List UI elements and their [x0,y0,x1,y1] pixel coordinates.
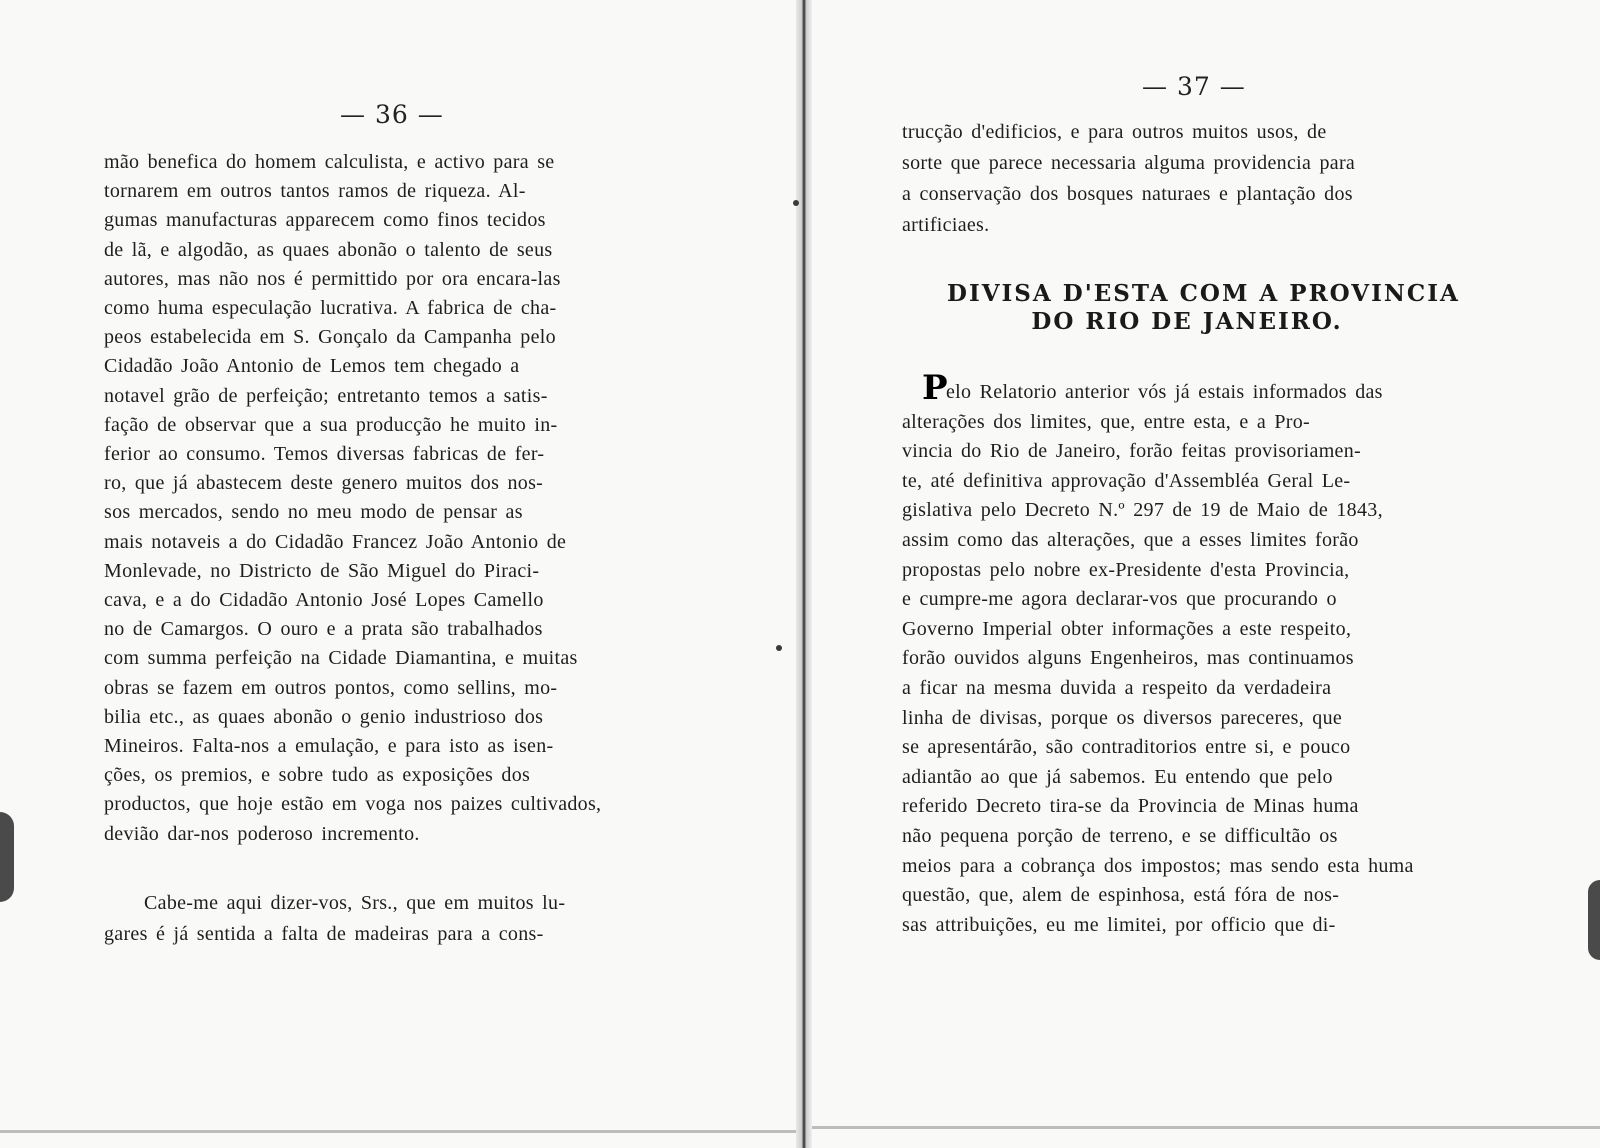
page-bottom-edge [0,1130,796,1133]
page-bottom-edge [812,1126,1600,1129]
text-line: referido Decreto tira-se da Provincia de Minas huma [902,795,1359,818]
text-line: Cidadão João Antonio de Lemos tem chegado a [104,355,520,378]
text-line: trucção d'edificios, e para outros muitos usos, de [902,121,1327,143]
text-line: forão ouvidos alguns Engenheiros, mas continuamos [902,647,1354,670]
left-page-edge-mark [0,812,14,902]
text-line: no de Camargos. O ouro e a prata são trabalhados [104,618,543,641]
drop-cap-letter: P [922,368,948,408]
text-line: devião dar-nos poderoso incremento. [104,822,420,845]
text-line: questão, que, alem de espinhosa, está fóra de nos- [902,884,1340,907]
text-line: sas attribuições, eu me limitei, por officio que di- [902,913,1336,936]
text-line: propostas pelo nobre ex-Presidente d'esta Provincia, [902,558,1350,581]
text-line: Mineiros. Falta-nos a emulação, e para isto as isen- [104,735,554,757]
text-line: notavel grão de perfeição; entretanto temos a satis- [104,384,548,407]
text-line: como huma especulação lucrativa. A fabrica de cha- [104,297,557,319]
left-page [0,0,796,1148]
right-page-text-body [902,0,1502,1148]
text-line: cava, e a do Cidadão Antonio José Lopes Camello [104,589,544,611]
text-line: sos mercados, sendo no meu modo de pensar as [104,501,523,524]
left-page-text [104,0,684,1148]
right-page [812,0,1600,1148]
text-line: tornarem em outros tantos ramos de riqueza. Al- [104,180,526,203]
text-line: obras se fazem em outros pontos, como sellins, mo- [104,676,558,699]
text-line: ções, os premios, e sobre tudo as exposições dos [104,764,531,787]
book-gutter [796,0,812,1148]
text-line: assim como das alterações, que a esses limites forão [902,529,1359,551]
text-line: linha de divisas, porque os diversos pareceres, que [902,706,1343,729]
binding-thread-mark [793,200,799,206]
text-line: adiantão ao que já sabemos. Eu entendo que pelo [902,765,1333,788]
text-line: com summa perfeição na Cidade Diamantina, e muitas [104,647,578,670]
text-line: vincia do Rio de Janeiro, forão feitas provisoriamen- [902,440,1361,463]
text-line: e cumpre-me agora declarar-vos que procurando o [902,588,1337,611]
binding-thread-mark [776,645,782,651]
left-page-number: — 36 — [340,100,444,129]
text-line: meios para a cobrança dos impostos; mas sendo esta huma [902,854,1414,877]
text-line: peos estabelecida em S. Gonçalo da Campanha pelo [104,326,556,349]
text-line: a ficar na mesma duvida a respeito da verdadeira [902,677,1332,699]
right-page-number: — 37 — [1142,72,1246,101]
text-line: gares é já sentida a falta de madeiras para a cons- [104,923,544,945]
text-line: ro, que já abastecem deste genero muitos dos nos- [104,472,544,495]
section-heading-line-2: DO RIO DE JANEIRO. [1031,308,1343,335]
text-line: productos, que hoje estão em voga nos paizes cultivados, [104,793,602,816]
text-line: gumas manufacturas apparecem como finos tecidos [104,209,546,232]
text-line: gislativa pelo Decreto N.º 297 de 19 de Maio de 1843, [902,499,1383,522]
text-line: mais notaveis a do Cidadão Francez João Antonio de [104,530,567,553]
text-line: Governo Imperial obter informações a este respeito, [902,617,1352,640]
right-page-edge-mark [1588,880,1600,960]
text-line: alterações dos limites, que, entre esta, e a Pro- [902,410,1311,433]
text-line: bilia etc., as quaes abonão o genio industrioso dos [104,705,544,728]
text-line: não pequena porção de terreno, e se difficultão os [902,825,1338,847]
text-line: Cabe-me aqui dizer-vos, Srs., que em muitos lu- [144,892,566,914]
text-line: a conservação dos bosques naturaes e plantação dos [902,183,1353,205]
text-line: fação de observar que a sua producção he muito in- [104,413,558,436]
text-line: autores, mas não nos é permittido por ora encara-las [104,267,561,290]
text-line: artificiaes. [902,214,990,236]
text-line: Monlevade, no Districto de São Miguel do Piraci- [104,559,540,582]
text-line: ferior ao consumo. Temos diversas fabricas de fer- [104,443,545,465]
text-line: se apresentárão, são contraditorios entre si, e pouco [902,736,1351,759]
text-line: elo Relatorio anterior vós já estais informados das [946,381,1383,403]
text-line: de lã, e algodão, as quaes abonão o talento de seus [104,238,553,261]
text-line: sorte que parece necessaria alguma providencia para [902,152,1356,174]
text-line: te, até definitiva approvação d'Assembléa Geral Le- [902,469,1351,492]
section-heading-line-1: DIVISA D'ESTA COM A PROVINCIA [947,280,1460,307]
text-line: mão benefica do homem calculista, e activo para se [104,151,555,173]
